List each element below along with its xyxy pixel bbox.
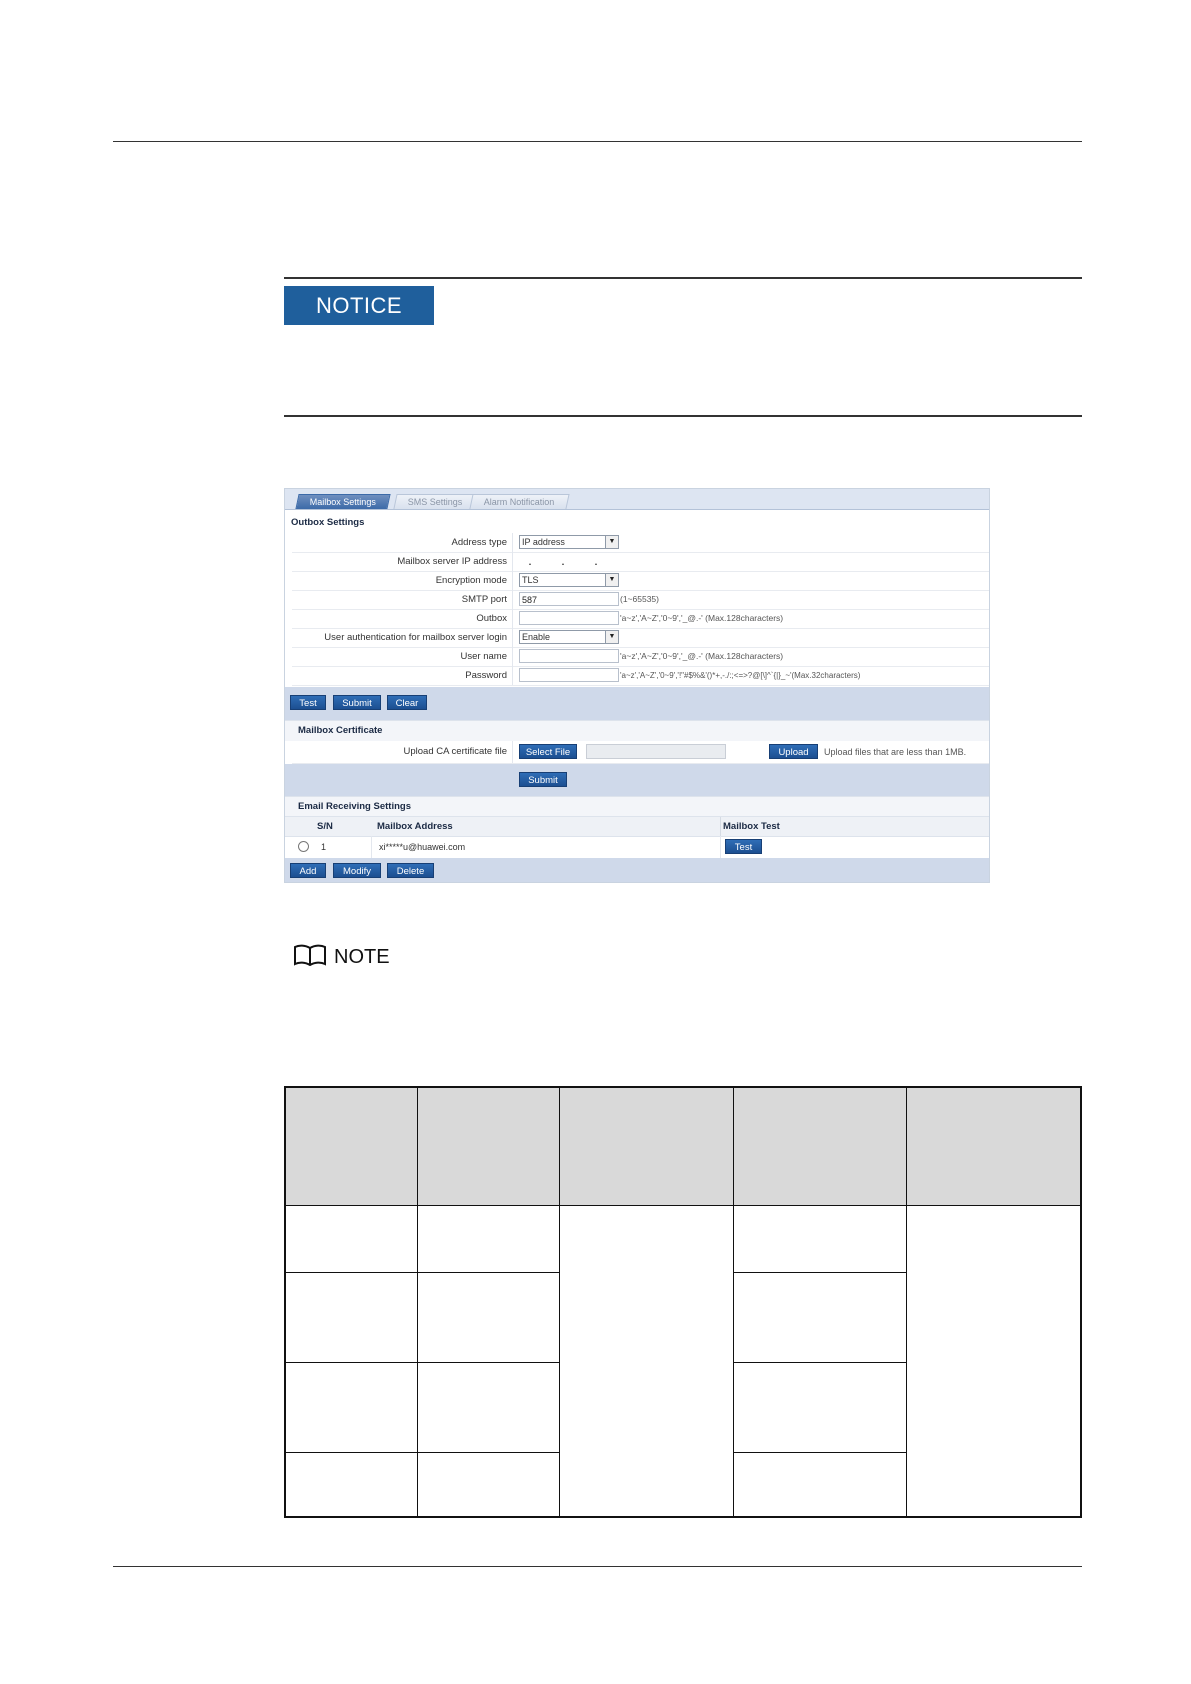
- server-ip-input[interactable]: . . .: [519, 554, 619, 568]
- footer-rule: [113, 1566, 1082, 1567]
- ca-certificate-label: Upload CA certificate file: [403, 746, 507, 757]
- email-receiving-title: Email Receiving Settings: [298, 801, 411, 812]
- row-divider: [512, 666, 513, 685]
- row-mailbox-address: xi*****u@huawei.com: [379, 842, 466, 852]
- row-divider: [512, 647, 513, 666]
- user-authentication-label: User authentication for mailbox server login: [324, 632, 507, 643]
- tab-alarm-notification[interactable]: Alarm Notification: [469, 494, 569, 509]
- mailbox-test-button[interactable]: Test: [725, 839, 762, 854]
- receiving-table-header: [285, 816, 989, 837]
- row-divider: [512, 609, 513, 628]
- chevron-down-icon: ▼: [605, 631, 618, 643]
- upload-button[interactable]: Upload: [769, 744, 818, 759]
- column-mailbox-test: Mailbox Test: [723, 821, 780, 832]
- receiving-button-bar: [285, 858, 989, 882]
- password-input[interactable]: [519, 668, 619, 682]
- data-table: [284, 1086, 1082, 1518]
- book-icon: [294, 944, 326, 971]
- outbox-button-bar: [285, 687, 989, 720]
- row-divider: [512, 552, 513, 571]
- smtp-port-hint: (1~65535): [620, 594, 659, 604]
- row-line: [286, 1452, 560, 1453]
- row-line: [733, 1452, 907, 1453]
- delete-button[interactable]: Delete: [387, 863, 434, 878]
- submit-button[interactable]: Submit: [333, 695, 381, 710]
- certificate-section-bar: [285, 720, 989, 741]
- certificate-button-bar: [285, 764, 989, 796]
- table-row: [285, 836, 989, 859]
- address-type-label: Address type: [451, 537, 507, 548]
- column-mailbox-address: Mailbox Address: [377, 821, 453, 832]
- mailbox-settings-screenshot: [284, 488, 990, 883]
- column-divider: [720, 836, 721, 858]
- chevron-down-icon: ▼: [605, 574, 618, 586]
- form-row-ca-certificate: [292, 741, 989, 764]
- column-sn: S/N: [317, 821, 333, 832]
- selected-file-field: [586, 744, 726, 759]
- header-rule: [113, 141, 1082, 142]
- note-heading: [294, 944, 390, 971]
- user-name-label: User name: [460, 651, 507, 662]
- select-file-button[interactable]: Select File: [519, 744, 577, 759]
- tab-sms-settings[interactable]: SMS Settings: [393, 494, 477, 509]
- row-divider: [512, 590, 513, 609]
- form-row-outbox: [292, 609, 989, 629]
- chevron-down-icon: ▼: [605, 536, 618, 548]
- outbox-hint: 'a~z','A~Z','0~9','_@.-' (Max.128characters): [620, 613, 784, 623]
- user-name-hint: 'a~z','A~Z','0~9','_@.-' (Max.128characters): [620, 651, 784, 661]
- encryption-mode-label: Encryption mode: [435, 575, 507, 586]
- server-ip-label: Mailbox server IP address: [397, 556, 507, 567]
- tab-bar: [285, 489, 989, 510]
- user-name-input[interactable]: [519, 649, 619, 663]
- smtp-port-label: SMTP port: [461, 594, 507, 605]
- password-label: Password: [465, 670, 507, 681]
- row-divider: [512, 741, 513, 763]
- notice-bottom-rule: [284, 415, 1082, 417]
- column-divider: [371, 836, 372, 858]
- row-divider: [512, 533, 513, 552]
- row-divider: [512, 628, 513, 647]
- test-button[interactable]: Test: [290, 695, 326, 710]
- notice-top-rule: [284, 277, 1082, 279]
- modify-button[interactable]: Modify: [333, 863, 381, 878]
- form-row-server-ip: [292, 552, 989, 572]
- password-hint: 'a~z','A~Z','0~9','!"#$%&'()*+,-./:;<=>?@[\]^`{|}_~'(Max.32characters): [620, 671, 861, 680]
- outbox-label: Outbox: [476, 613, 507, 624]
- row-line: [286, 1272, 560, 1273]
- form-row-password: [292, 666, 989, 686]
- row-select-radio[interactable]: [298, 841, 309, 852]
- smtp-port-input[interactable]: 587: [519, 592, 619, 606]
- table-header-row: [286, 1088, 1080, 1206]
- outbox-settings-title: Outbox Settings: [291, 517, 365, 528]
- form-row-address-type: [292, 533, 989, 553]
- encryption-mode-select[interactable]: TLS ▼: [519, 573, 619, 587]
- row-line: [733, 1362, 907, 1363]
- row-sn: 1: [321, 842, 327, 852]
- address-type-select[interactable]: IP address ▼: [519, 535, 619, 549]
- row-divider: [512, 571, 513, 590]
- row-line: [286, 1362, 560, 1363]
- row-line: [733, 1272, 907, 1273]
- add-button[interactable]: Add: [290, 863, 326, 878]
- tab-mailbox-settings[interactable]: Mailbox Settings: [295, 494, 390, 509]
- outbox-input[interactable]: [519, 611, 619, 625]
- column-divider: [720, 817, 721, 836]
- mailbox-certificate-title: Mailbox Certificate: [298, 725, 383, 736]
- form-row-encryption-mode: [292, 571, 989, 591]
- form-row-user-authentication: [292, 628, 989, 648]
- form-row-user-name: [292, 647, 989, 667]
- form-row-smtp-port: [292, 590, 989, 610]
- note-label: NOTE: [334, 946, 390, 968]
- upload-hint: Upload files that are less than 1MB.: [824, 747, 967, 757]
- clear-button[interactable]: Clear: [387, 695, 427, 710]
- certificate-submit-button[interactable]: Submit: [519, 772, 567, 787]
- user-authentication-select[interactable]: Enable ▼: [519, 630, 619, 644]
- notice-badge: NOTICE: [284, 286, 434, 325]
